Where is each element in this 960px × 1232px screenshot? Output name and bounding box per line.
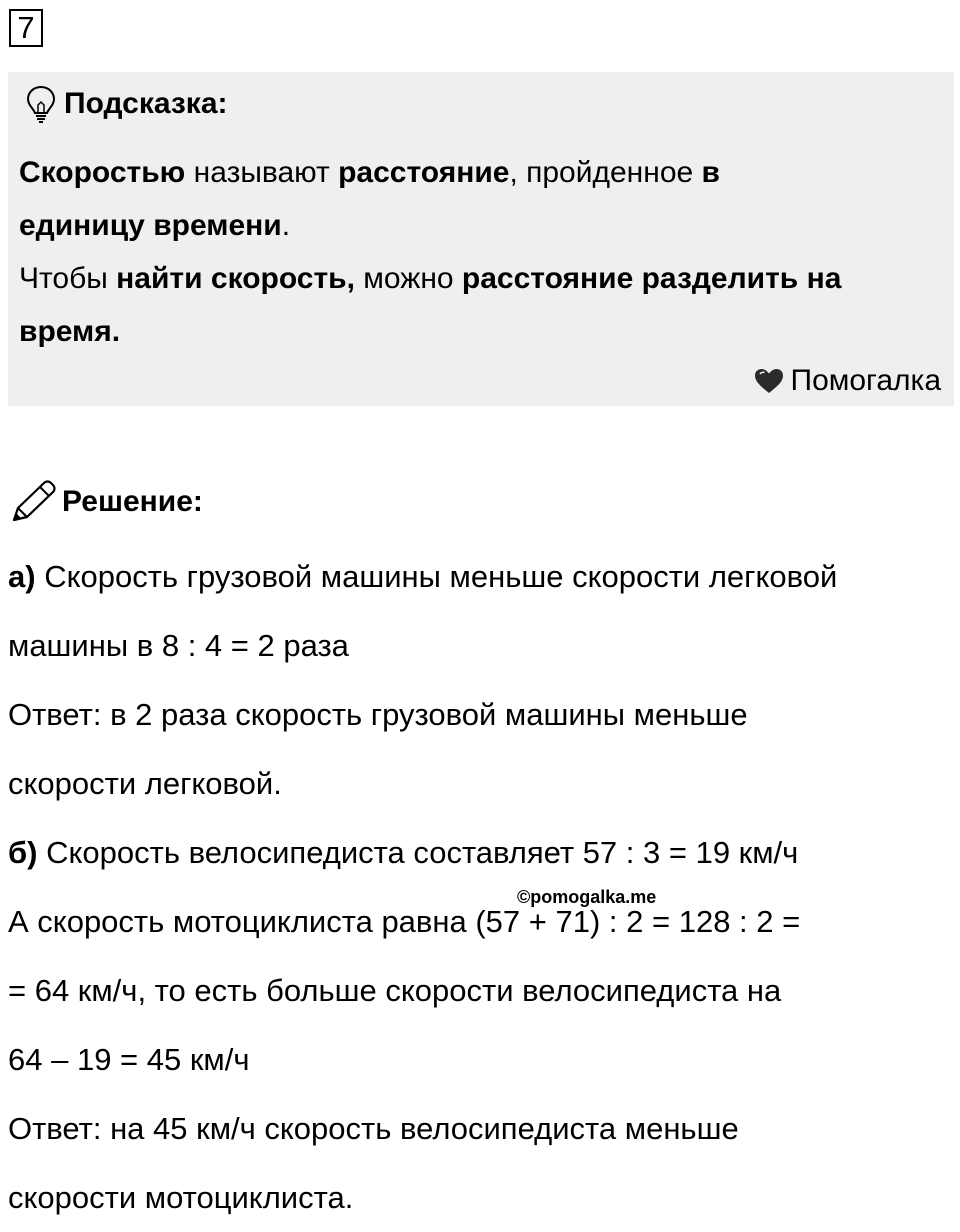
hint-emphasis: время. [19,315,121,348]
solution-line [8,542,953,611]
solution-line-text: А скорость мотоциклиста равна (57 + 71) : 2 = 128 : 2 = [8,904,801,939]
hint-term-speed: Скоростью [19,156,186,189]
solution-line-text: = 64 км/ч, то есть больше скорости велосипедиста на [8,973,782,1008]
hint-line-1 [19,146,944,199]
solution-line [8,1025,953,1094]
lightbulb-icon [26,85,56,123]
hint-text-fragment: можно [354,262,462,295]
solution-line [8,680,953,749]
hint-emphasis: в [701,156,720,189]
solution-line-text: Ответ: на 45 км/ч скорость велосипедиста меньше [8,1111,739,1146]
hint-line-2 [19,199,944,252]
hint-text-fragment: . [281,209,291,242]
solution-line-text: Скорость велосипедиста составляет 57 : 3 = 19 км/ч [37,835,799,870]
hint-emphasis: расстояние разделить на [461,262,842,295]
solution-label: Решение: [62,485,203,518]
hint-emphasis: найти скорость, [116,262,355,295]
hint-box [8,72,954,406]
task-number: 7 [9,9,43,47]
solution-line [8,1094,953,1163]
solution-line [8,749,953,818]
solution-line [8,1163,953,1232]
solution-line-text: скорости легковой. [8,766,282,801]
heart-icon [753,367,785,395]
part-a-marker: а) [8,559,36,594]
hint-text-fragment: , пройденное [509,156,702,189]
solution-line-text: скорости мотоциклиста. [8,1180,354,1215]
hint-text-fragment: Чтобы [19,262,117,295]
solution-body [8,542,953,1232]
hint-term-unit-time: единицу времени [19,209,282,242]
hint-line-4 [19,305,944,358]
hint-line-3 [19,252,944,305]
solution-line [8,818,953,887]
hint-text [19,146,944,358]
solution-line-text: 64 – 19 = 45 км/ч [8,1042,250,1077]
hint-text-fragment: называют [185,156,339,189]
hint-term-distance: расстояние [338,156,510,189]
watermark: ©pomogalka.me [517,887,657,907]
part-b-marker: б) [8,835,38,870]
solution-line-text: Скорость грузовой машины меньше скорости легковой [35,559,838,594]
brand-credit [753,364,942,398]
hint-label: Подсказка: [64,87,228,120]
solution-line-text: машины в 8 : 4 = 2 раза [8,628,349,663]
solution-line [8,611,953,680]
solution-line [8,887,953,956]
brand-name: Помогалка [790,364,941,397]
hint-header [26,84,228,124]
solution-line-text: Ответ: в 2 раза скорость грузовой машины меньше [8,697,748,732]
solution-line [8,956,953,1025]
solution-header [10,480,203,524]
pencil-icon [10,480,56,524]
